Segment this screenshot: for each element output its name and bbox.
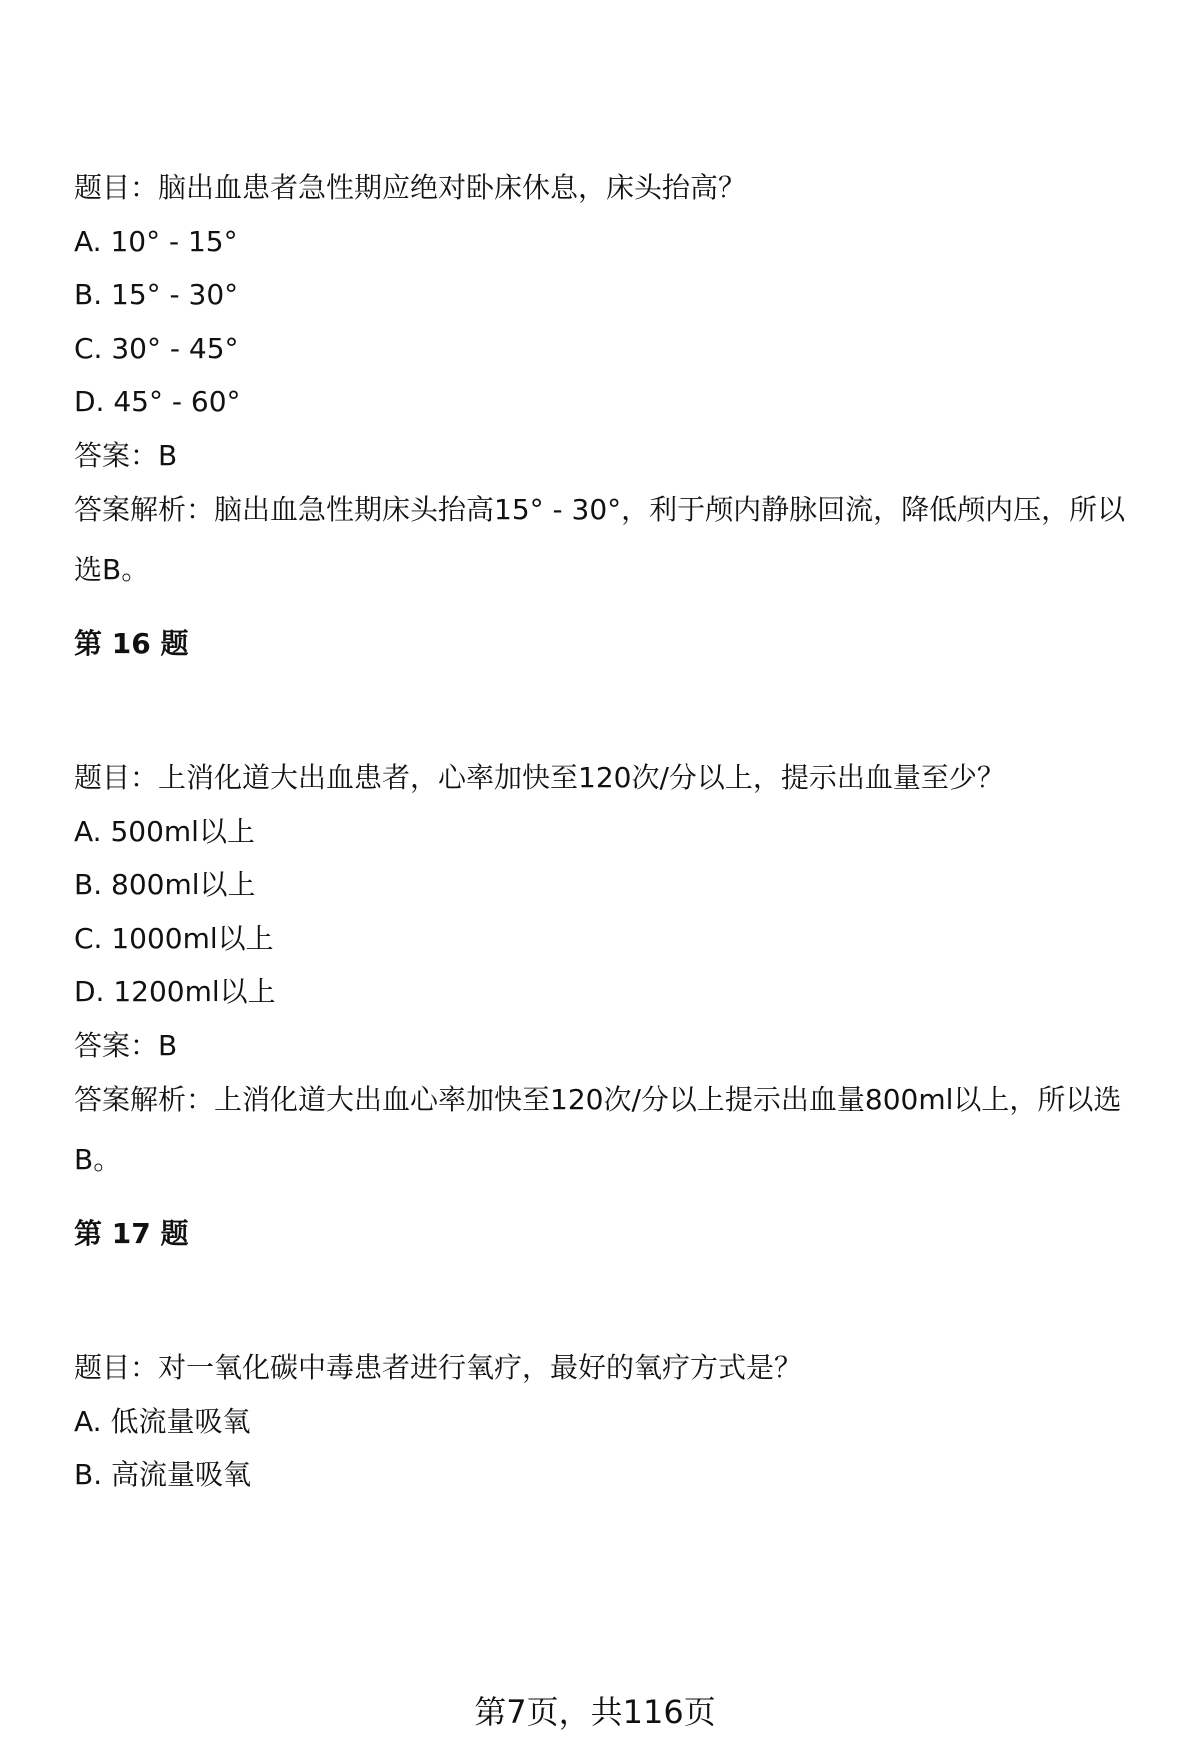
question-16-option-b: B. 800ml以上 <box>74 868 256 901</box>
question-17-option-b: B. 高流量吸氧 <box>74 1458 252 1491</box>
page-number-footer: 第7页，共116页 <box>474 1693 716 1731</box>
question-17-option-a: A. 低流量吸氧 <box>74 1405 251 1438</box>
question-17-heading: 第 17 题 <box>74 1217 189 1250</box>
question-15-option-d: D. 45° - 60° <box>74 385 241 418</box>
question-15-stem: 题目：脑出血患者急性期应绝对卧床休息，床头抬高？ <box>74 171 747 204</box>
question-16-analysis: 答案解析：上消化道大出血心率加快至120次/分以上提示出血量800ml以上，所以选B。 <box>74 1083 1122 1176</box>
question-15-analysis: 答案解析：脑出血急性期床头抬高15° - 30°，利于颅内静脉回流，降低颅内压，所以选B。 <box>74 493 1126 586</box>
question-15-option-c: C. 30° - 45° <box>74 332 239 365</box>
question-17-stem: 题目：对一氧化碳中毒患者进行氧疗，最好的氧疗方式是？ <box>74 1351 803 1384</box>
question-16-heading: 第 16 题 <box>74 627 189 660</box>
question-15-answer: 答案：B <box>74 439 178 472</box>
question-16-option-a: A. 500ml以上 <box>74 815 255 848</box>
question-16-option-c: C. 1000ml以上 <box>74 922 274 955</box>
question-15-option-a: A. 10° - 15° <box>74 225 238 258</box>
question-16-answer: 答案：B <box>74 1029 178 1062</box>
question-15-option-b: B. 15° - 30° <box>74 278 239 311</box>
question-16-option-d: D. 1200ml以上 <box>74 975 276 1008</box>
question-16-stem: 题目：上消化道大出血患者，心率加快至120次/分以上，提示出血量至少？ <box>74 761 1005 794</box>
